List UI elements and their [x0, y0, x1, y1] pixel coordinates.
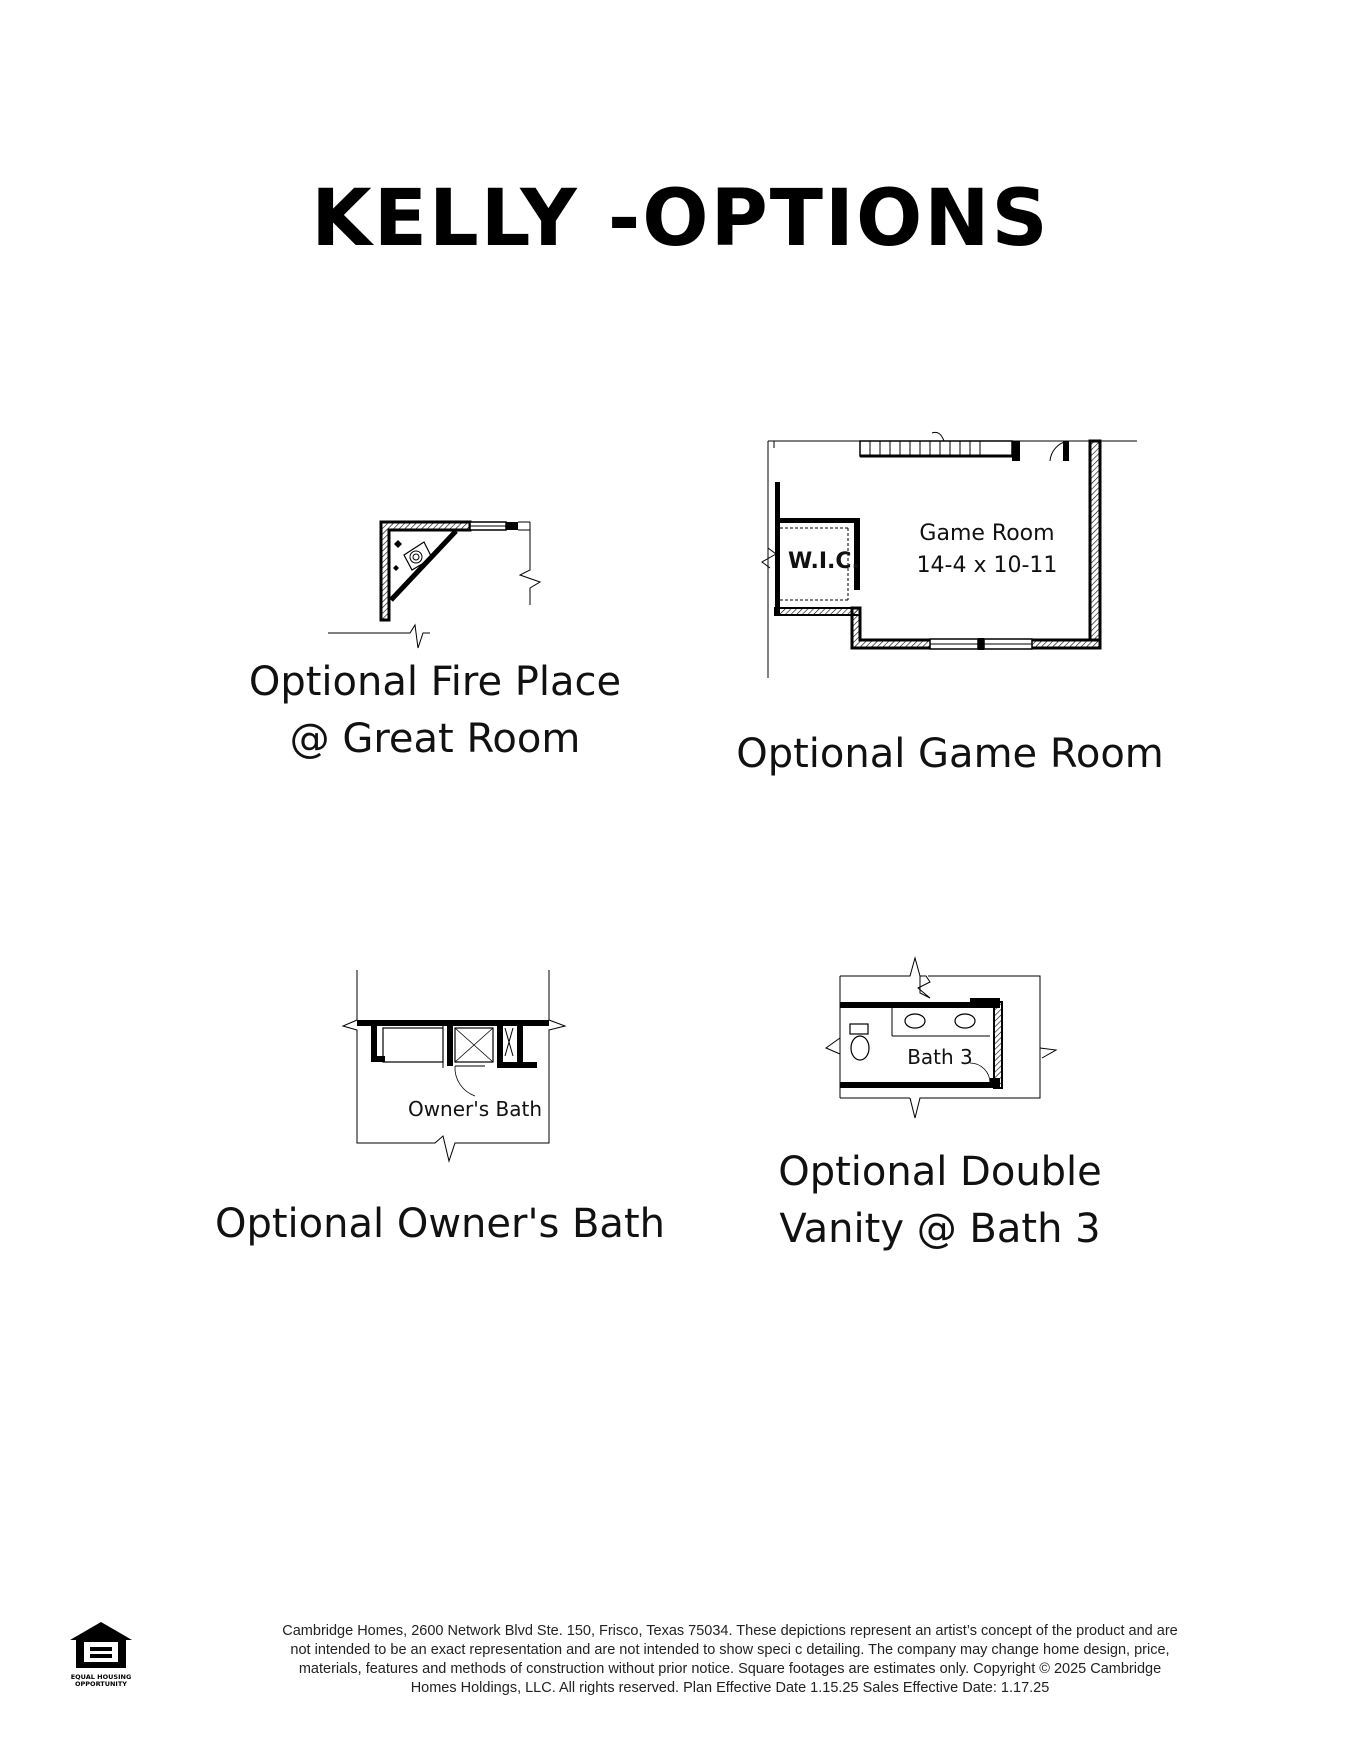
- bath3-option-caption: [690, 1144, 1190, 1258]
- page-title: KELLY -OPTIONS: [311, 174, 1050, 265]
- fireplace-plan-drawing: [320, 500, 550, 660]
- caption-line: Optional Fire Place: [248, 659, 622, 705]
- logo-text-line: EQUAL HOUSING: [70, 1673, 132, 1681]
- caption-line: Vanity @ Bath 3: [779, 1206, 1101, 1252]
- owners-bath-plan-drawing: [335, 968, 575, 1163]
- bath3-plan-drawing: [820, 958, 1070, 1133]
- fireplace-option-caption: [200, 654, 670, 768]
- disclaimer-line: Homes Holdings, LLC. All rights reserved. Plan Effective Date 1.15.25 Sales Effective Date: 1.17.25: [410, 1680, 1050, 1696]
- logo-text-line: OPPORTUNITY: [74, 1680, 127, 1688]
- owners-bath-option-caption: [200, 1196, 680, 1253]
- disclaimer-line: not intended to be an exact representation and are not intended to show speci c detailing. The company may change home design, price,: [290, 1642, 1170, 1658]
- caption-line: @ Great Room: [289, 716, 581, 762]
- room-label-bath-3: Bath 3: [907, 1045, 973, 1069]
- footer-disclaimer: [180, 1622, 1280, 1698]
- room-dimensions-game-room: 14-4 x 10-11: [916, 553, 1058, 578]
- caption-line: Optional Game Room: [736, 731, 1164, 777]
- game-room-plan-drawing: [760, 430, 1140, 680]
- caption-line: Optional Owner's Bath: [215, 1201, 665, 1247]
- caption-line: Optional Double: [778, 1149, 1102, 1195]
- room-label-owners-bath: Owner's Bath: [407, 1097, 543, 1121]
- equal-housing-logo: [66, 1620, 136, 1688]
- equal-housing-icon: [68, 1620, 134, 1670]
- disclaimer-line: materials, features and methods of construction without prior notice. Square footages are estimates only. Copyright © 2025 Cambridge: [298, 1661, 1162, 1677]
- room-label-game-room: Game Room: [919, 521, 1055, 546]
- room-label-wic: W.I.C.: [788, 549, 860, 574]
- game-room-option-caption: [700, 726, 1200, 783]
- disclaimer-line: Cambridge Homes, 2600 Network Blvd Ste. 150, Frisco, Texas 75034. These depictions represent an artist’s concept of the product and are: [282, 1623, 1178, 1639]
